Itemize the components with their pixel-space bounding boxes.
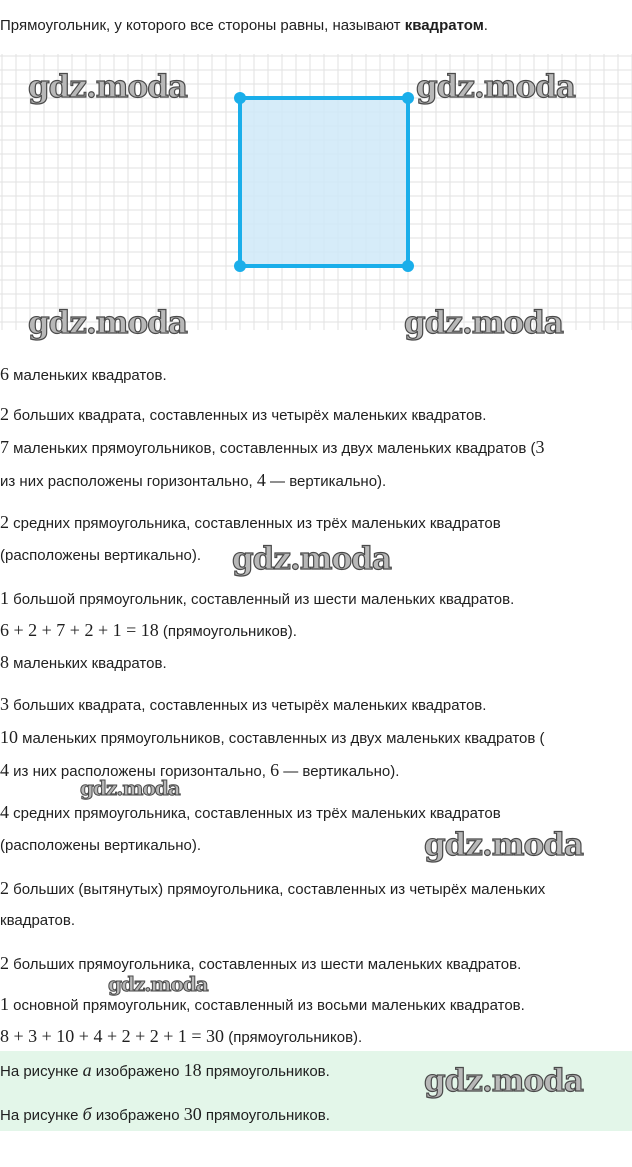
watermark-logo: gdz.moda xyxy=(424,827,583,863)
intro-definition xyxy=(0,16,632,36)
line-mid-rects-a-2: (расположены вертикально). xyxy=(0,547,202,564)
watermark-logo: gdz.moda xyxy=(80,776,180,800)
intro-text: Прямоугольник, у которого все стороны равны, называют xyxy=(0,17,405,34)
line-mid-rects-a-1: 2 средних прямоугольника, составленных из трёх маленьких квадратов xyxy=(0,512,501,532)
watermark-logo: gdz.moda xyxy=(28,305,187,341)
line-small-rects-b-1: 10 маленьких прямоугольников, составленных из двух маленьких квадратов ( xyxy=(0,727,545,747)
square-vertex-top-right xyxy=(402,92,414,104)
intro-term: квадратом xyxy=(404,17,484,34)
line-small-squares-a: 6 маленьких квадратов. xyxy=(0,364,167,384)
watermark-logo: gdz.moda xyxy=(416,69,575,105)
line-long-rects-b-2: квадратов. xyxy=(0,912,75,929)
square-shape xyxy=(240,98,408,266)
line-main-rect-b: 1 основной прямоугольник, составленный из восьми маленьких квадратов. xyxy=(0,994,525,1014)
watermark-logo: gdz.moda xyxy=(108,972,208,996)
line-mid-rects-b-2: (расположены вертикально). xyxy=(0,837,202,854)
sum-b: 8 + 3 + 10 + 4 + 2 + 2 + 1 = 30 (прямоугольников). xyxy=(0,1026,363,1046)
line-large-rects-b: 2 больших прямоугольника, составленных из шести маленьких квадратов. xyxy=(0,953,522,973)
square-vertex-bottom-right xyxy=(402,260,414,272)
watermark-logo: gdz.moda xyxy=(232,541,391,577)
line-large-rect-a: 1 большой прямоугольник, составленный из шести маленьких квадратов. xyxy=(0,588,515,608)
watermark-logo: gdz.moda xyxy=(424,1063,583,1099)
sum-a: 6 + 2 + 7 + 2 + 1 = 18 (прямоугольников). xyxy=(0,620,297,640)
watermark-logo: gdz.moda xyxy=(28,69,187,105)
line-small-squares-b: 8 маленьких квадратов. xyxy=(0,652,167,672)
line-small-rects-a-2: из них расположены горизонтально, 4 — вертикально). xyxy=(0,470,387,490)
answer-a: На рисунке а изображено 18 прямоугольников. xyxy=(0,1060,330,1080)
square-vertex-bottom-left xyxy=(234,260,246,272)
line-big-squares-a: 2 больших квадрата, составленных из четырёх маленьких квадратов. xyxy=(0,404,487,424)
line-mid-rects-b-1: 4 средних прямоугольника, составленных из трёх маленьких квадратов xyxy=(0,802,501,822)
answer-b: На рисунке б изображено 30 прямоугольников. xyxy=(0,1104,330,1124)
line-small-rects-a-1: 7 маленьких прямоугольников, составленных из двух маленьких квадратов (3 xyxy=(0,437,545,457)
line-big-squares-b: 3 больших квадрата, составленных из четырёх маленьких квадратов. xyxy=(0,694,487,714)
line-long-rects-b-1: 2 больших (вытянутых) прямоугольника, составленных из четырёх маленьких xyxy=(0,878,546,898)
intro-end: . xyxy=(483,17,488,34)
line-small-rects-b-2: 4 из них расположены горизонтально, 6 — вертикально). xyxy=(0,760,400,780)
watermark-logo: gdz.moda xyxy=(404,305,563,341)
square-vertex-top-left xyxy=(234,92,246,104)
